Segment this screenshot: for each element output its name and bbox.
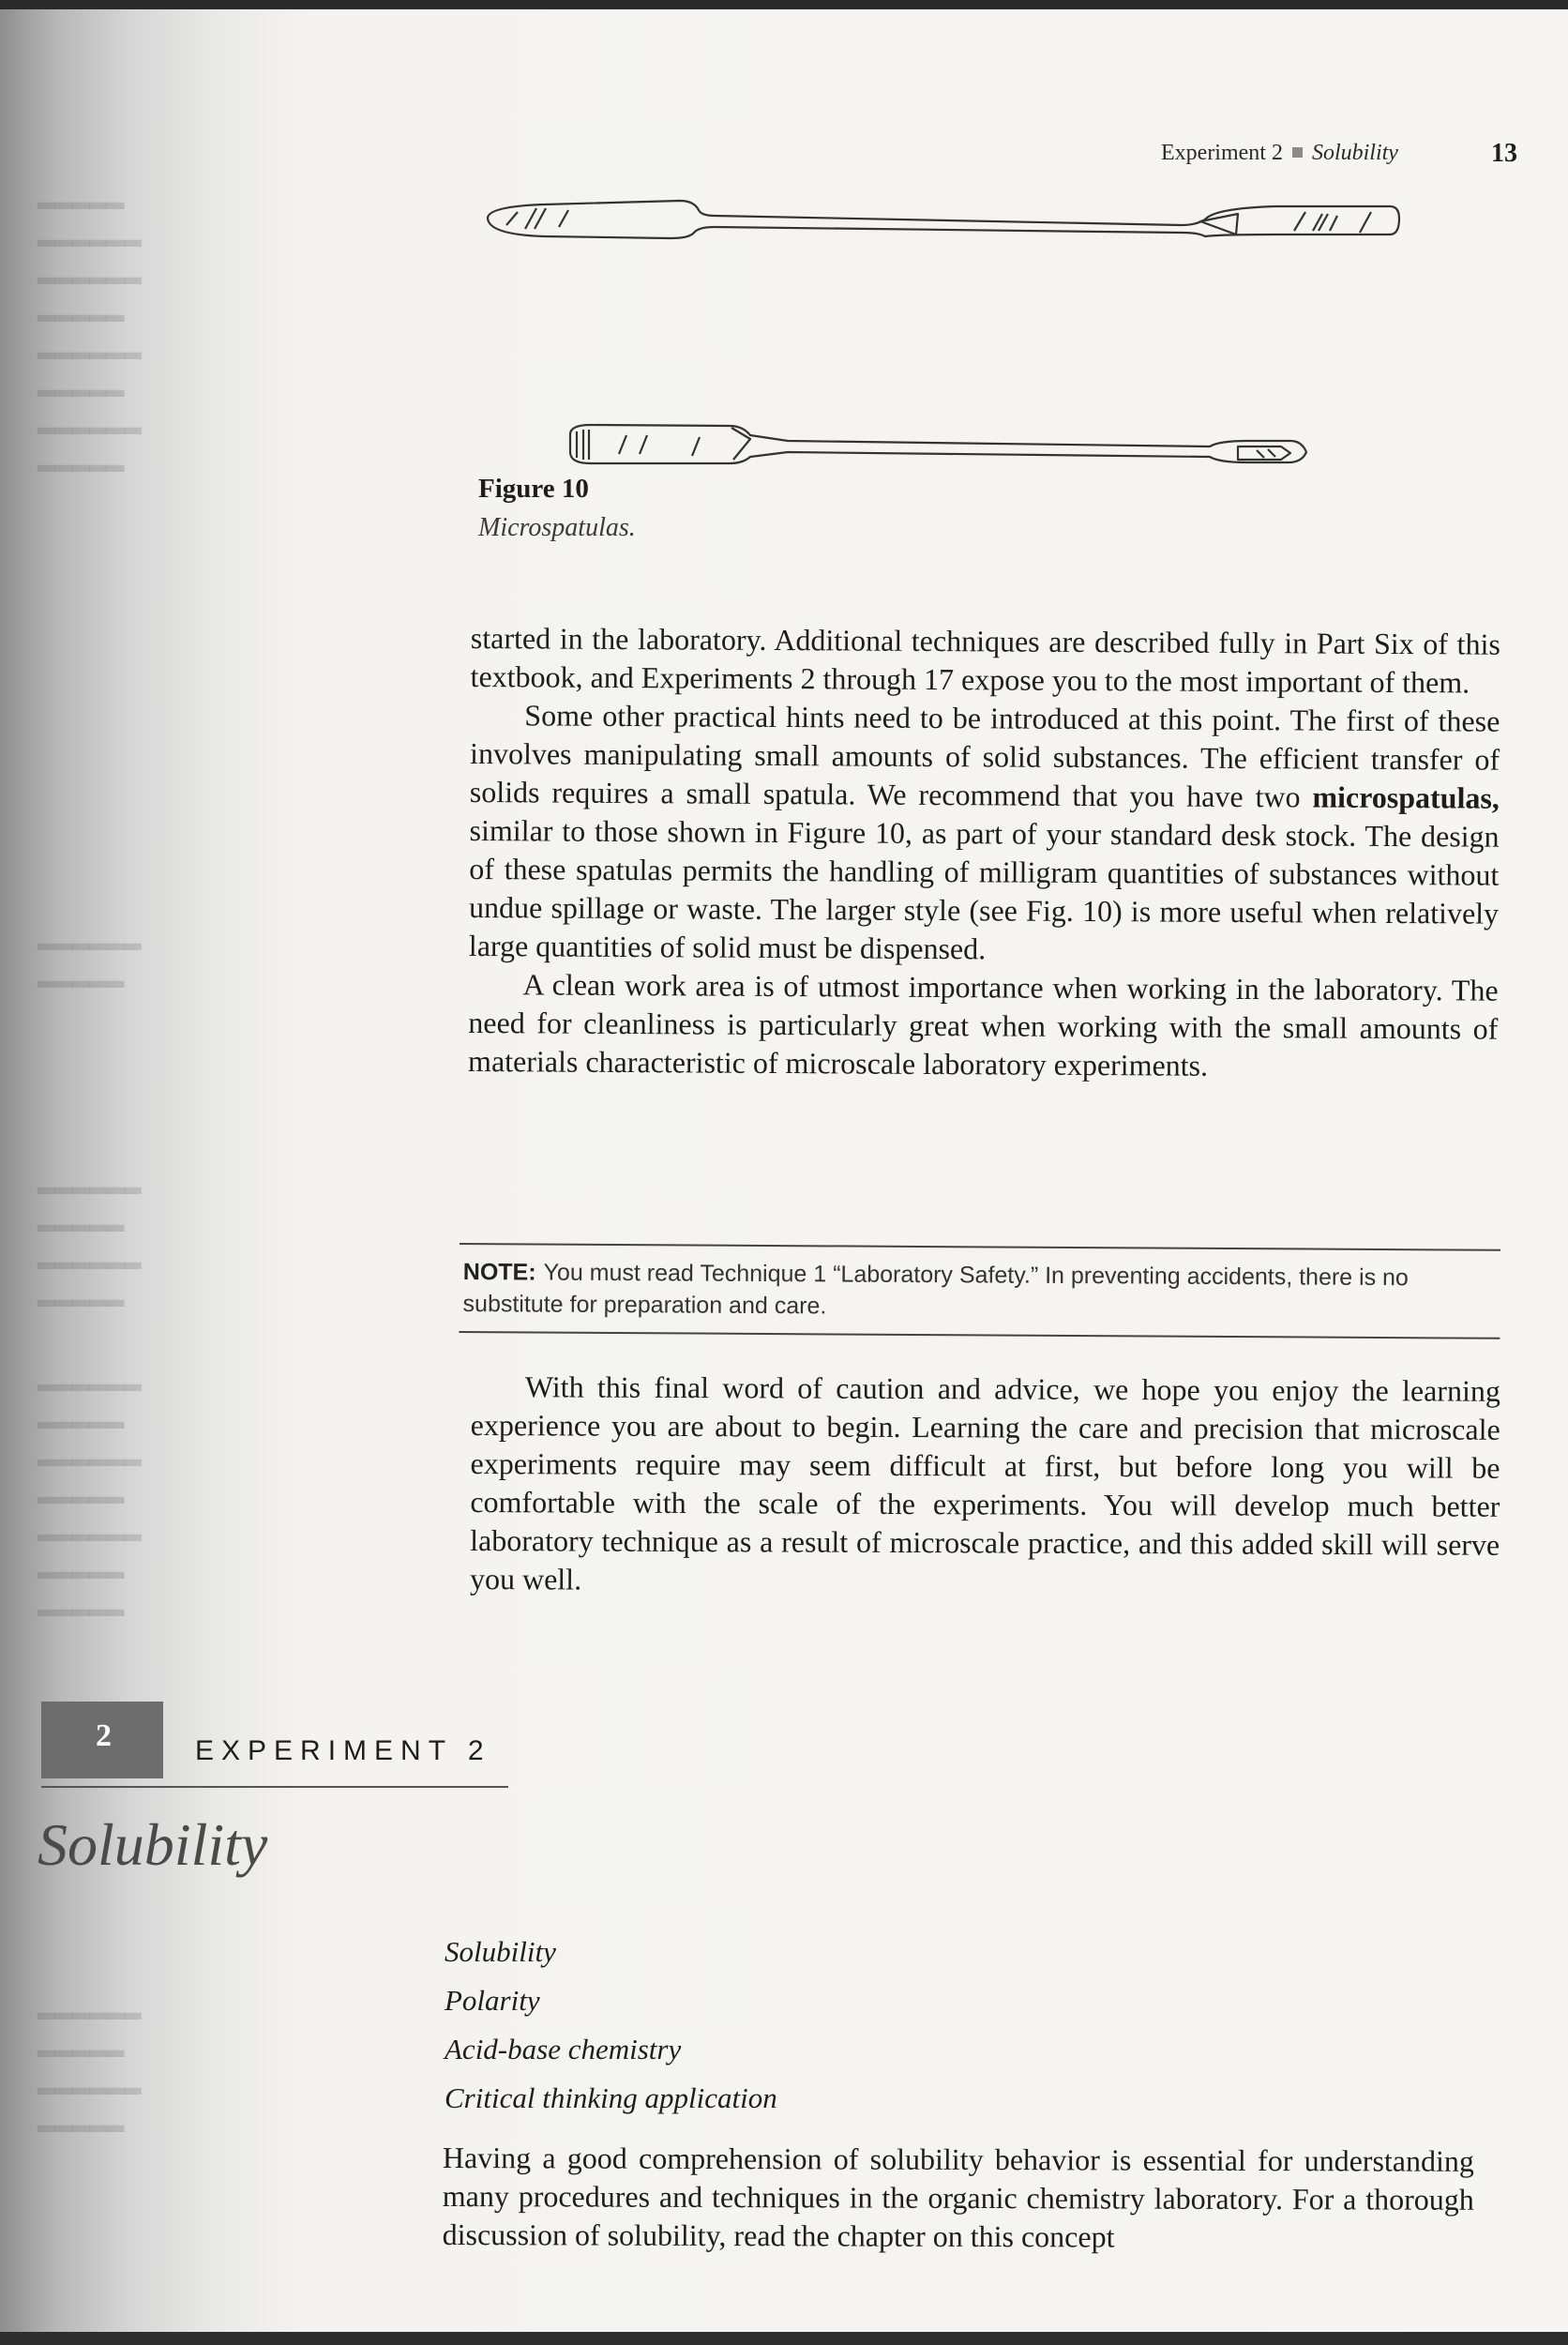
bold-term: microspatulas, xyxy=(1312,779,1500,815)
experiment-number: 2 xyxy=(96,1718,112,1753)
body-text-top xyxy=(468,619,1500,1087)
intro-text xyxy=(443,2139,1474,2258)
topic-item: Critical thinking application xyxy=(445,2081,777,2114)
scan-top-edge xyxy=(0,0,1568,9)
paragraph: With this final word of caution and advice, we hope you enjoy the learning experience you are about to begin. Learning the care and precision that microscale experiments require may seem difficult at first, but before long you will be comfortable with the scale of the experiments. You will develop much better laboratory technique as a result of microscale practice, and this added skill will serve you well. xyxy=(469,1369,1500,1596)
body-text-final xyxy=(470,1368,1500,1603)
topic-item: Acid-base chemistry xyxy=(445,2033,682,2065)
scan-bottom-edge xyxy=(0,2332,1568,2345)
paragraph-text: similar to those shown in Figure 10, as part of your standard desk stock. The design of these spatulas permits the handling of milligram quantities of substances without undue spillage or waste. The larger style (see Fig. 10) is more useful when relatively large quantities of solid must be dispensed. xyxy=(468,812,1500,966)
bleed-through: ▂▂▂▂▂ ▂▂▂▂▂▂ ▂▂▂▂▂▂ ▂▂▂▂▂ ▂▂▂▂▂▂ ▂▂▂▂▂ ▂▂▂▂▂▂ ▂▂▂▂▂ xyxy=(38,184,142,472)
page-number: 13 xyxy=(1491,139,1517,168)
bleed-through: ▂▂▂▂▂▂ ▂▂▂▂▂ ▂▂▂▂▂▂ ▂▂▂▂▂ ▂▂▂▂▂▂ ▂▂▂▂▂ ▂▂▂▂▂ xyxy=(38,1366,142,1616)
square-bullet-icon xyxy=(1292,147,1303,158)
bleed-through: ▂▂▂▂▂▂ ▂▂▂▂▂ ▂▂▂▂▂▂ ▂▂▂▂▂ xyxy=(38,1994,142,2132)
paragraph-text: Some other practical hints need to be introduced at this point. The first of these involves manipulating small amounts of solid substances. The efficient transfer of solids requires a small spatula. We recommend that you have two xyxy=(469,698,1500,814)
running-head-topic: Solubility xyxy=(1311,141,1398,165)
note-label: NOTE: xyxy=(462,1259,536,1286)
small-microspatula xyxy=(570,425,1306,463)
paragraph: started in the laboratory. Additional techniques are described fully in Part Six of this textbook, and Experiments 2 through 17 expose you to the most important of them. xyxy=(470,620,1500,700)
experiment-title: Solubility xyxy=(38,1811,268,1878)
note-text: You must read Technique 1 “Laboratory Safety.” In preventing accidents, there is no substitute for preparation and care. xyxy=(462,1259,1409,1320)
heading-rule xyxy=(41,1786,508,1788)
topics-list xyxy=(445,1928,777,2123)
topic-item: Solubility xyxy=(445,1935,556,1968)
safety-note xyxy=(459,1243,1500,1339)
experiment-number-box xyxy=(41,1702,163,1778)
paragraph: Having a good comprehension of solubility behavior is essential for understanding many procedures and techniques in the organic chemistry laboratory. For a thorough discussion of solubility, read the chapter on this concept xyxy=(442,2141,1474,2254)
running-head-experiment: Experiment 2 xyxy=(1161,141,1283,165)
figure-caption: Microspatulas. xyxy=(478,513,636,542)
bleed-through: ▂▂▂▂▂▂ ▂▂▂▂▂ xyxy=(38,925,142,988)
bleed-through: ▂▂▂▂▂▂ ▂▂▂▂▂ ▂▂▂▂▂▂ ▂▂▂▂▂ xyxy=(38,1169,142,1307)
figure-label: Figure 10 xyxy=(478,474,589,504)
microspatulas-illustration xyxy=(469,188,1407,478)
large-microspatula xyxy=(488,201,1399,238)
topic-item: Polarity xyxy=(445,1984,540,2017)
paragraph: A clean work area is of utmost importance when working in the laboratory. The need for cleanliness is particularly great when working with the small amounts of materials characteristic of microscale laboratory experiments. xyxy=(468,967,1499,1082)
experiment-heading: EXPERIMENT 2 xyxy=(195,1735,491,1766)
running-head xyxy=(1161,141,1398,166)
paragraph xyxy=(469,696,1500,972)
